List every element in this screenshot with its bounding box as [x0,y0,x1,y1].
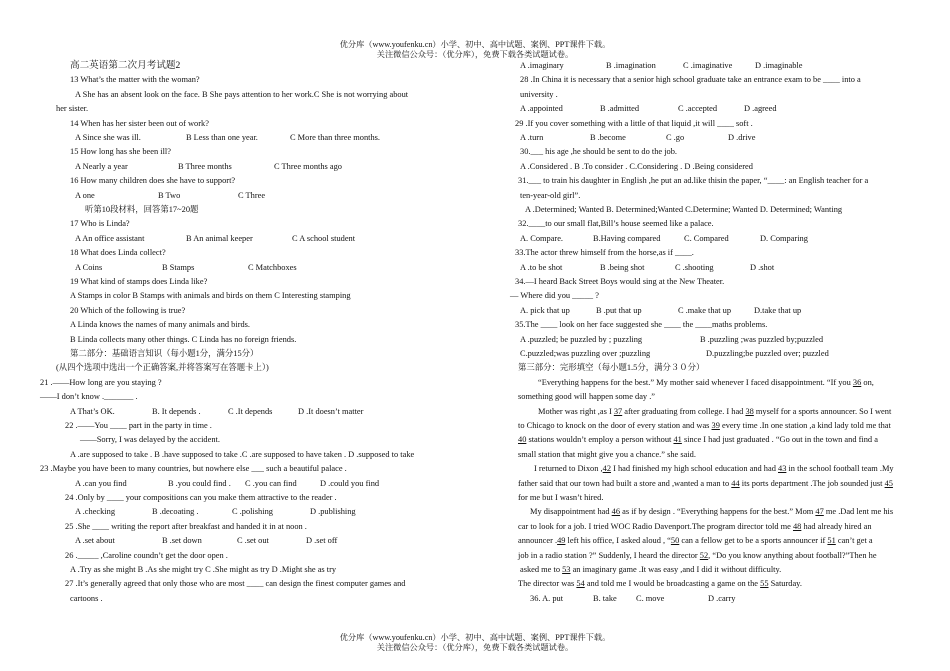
blank-number: 52 [699,550,709,560]
option: A .checking [75,507,116,517]
text-line: A She has an absent look on the face. B She pays attention to her work.C She is not worrying about [75,89,409,99]
option: B An animal keeper [186,233,253,243]
text-line: job in a radio station ?” Suddenly, I heard the director 52, “Do you know anything about football?”Then he [518,550,877,560]
text-line: 30.___ his age ,he should be sent to do the job. [520,147,678,157]
blank-number: 51 [827,536,836,546]
text-line: 20 Which of the following is true? [70,305,186,315]
option: B.Having compared [593,233,661,243]
option: C .imaginative [683,61,733,70]
option: D .imaginable [755,61,803,70]
blank-number: 38 [745,406,754,416]
option: B .you could find . [168,478,231,488]
blank-number: 39 [711,421,720,430]
text-line: A Linda knows the names of many animals and birds. [70,320,251,330]
text-line: Mother was right ,as I 37 after graduating from college. I had 38 myself for a sports announcer. So I went [538,406,892,416]
option: D.puzzling;be puzzled over; puzzled [706,349,829,358]
option: A Coins [75,262,103,272]
option: A Nearly a year [75,161,128,171]
blank-number: 41 [673,435,682,445]
text-line: A .Determined; Wanted B. Determined;Wanted C.Determine; Wanted D. Determined; Wanting [525,205,843,214]
text-line: B Linda collects many other things. C Linda has no foreign friends. [70,334,297,344]
text-line: My disappointment had 46 as if by design . “Everything happens for the best.” Mom 47 me .Dad lent me his [530,507,894,517]
blank-number: 54 [576,579,585,589]
page-footer [0,633,950,653]
option: C .make that up [678,305,732,315]
text-line: 24 .Only by ____ your compositions can you make them attractive to the reader . [65,493,337,502]
footer-line-2: 关注微信公众号：（优分库），免费下载各类试题试卷。 [376,643,574,652]
header-line-2: 关注微信公众号：（优分库），免费下载各类试题试卷。 [376,50,574,59]
option: D .carry [708,593,736,603]
option: C Matchboxes [248,262,297,272]
option: A .can you find [75,478,127,488]
text-line: father said that our town had built a store and ,wanted a man to 44 its ports department .The job sounded just 45 [518,478,893,488]
option: C Three months ago [274,161,342,171]
option: B .being shot [600,262,645,272]
text-line: ——Sorry, I was delayed by the accident. [80,435,220,445]
option: B Less than one year. [186,133,258,142]
option: C .shooting [675,262,714,272]
text-line: The director was 54 and told me I would be broadcasting a game on the 55 Saturday. [518,579,802,589]
option: A Since she was ill. [75,133,141,142]
text-line: for me but I wasn’t hired. [518,493,604,502]
option: B .decoating . [152,507,199,517]
text-line: 26 ._____ ,Caroline coundn’t get the door open . [65,550,228,560]
option: A An office assistant [75,233,145,243]
option: A .imaginary [520,61,564,70]
text-line: 第三部分：完形填空（每小题1.5分，满分３０分） [518,363,705,373]
option: A .to be shot [520,262,563,272]
option: C Three [238,190,266,200]
option: A .turn [520,133,544,142]
blank-number: 46 [611,507,621,517]
text-line: something good will happen some day .” [518,392,656,402]
blank-number: 55 [760,579,769,589]
option: D.take that up [754,305,802,315]
text-line: her sister. [56,104,89,114]
text-line: to Chicago to knock on the door of every station and was 39 every time .In one station ,a kind lady told me that [518,421,891,430]
option: D .shot [750,262,775,272]
option: A .puzzled; be puzzled by ; puzzling [520,334,643,344]
text-line: 高二英语第二次月考试题2 [70,60,181,71]
option: C .It depends [228,406,273,416]
option: C .set out [237,536,269,546]
blank-number: 45 [884,478,893,488]
option: D .drive [728,133,756,142]
header-line-1: 优分库（www.youfenku.cn）小学、初中、高中试题、案例、PPT课件下载。 [339,40,611,49]
text-line: small station that might give you a chance.” she said. [518,449,696,459]
option: A one [75,190,95,200]
option: 36. A. put [530,593,564,603]
text-line: 28 .In China it is necessary that a senior high school graduate take an entrance exam to be ____ into a [520,75,861,85]
option: B Three months [178,161,232,171]
text-line: cartoons . [70,593,103,603]
option: A .appointed [520,104,563,114]
text-line: 29 .If you cover something with a little of that liquid ,it will ____ soft . [515,118,753,128]
text-line: 17 Who is Linda? [70,219,130,229]
text-line: 35.The ____ look on her face suggested she ____ the ____maths problems. [515,320,768,330]
text-line: 14 When has her sister been out of work? [70,118,209,128]
blank-number: 40 [518,435,527,445]
text-line: asked me to 53 an imaginary game .It was easy ,and I did it without difficulty. [520,565,782,574]
option: A. pick that up [520,305,570,315]
text-line: A .Considered . B .To consider . C.Considering . D .Being considered [520,161,753,171]
text-line: 16 How many children does she have to support? [70,176,236,186]
option: D .set off [306,536,338,546]
option: B .admitted [600,104,640,114]
blank-number: 44 [731,478,740,488]
option: C A school student [292,233,356,243]
blank-number: 42 [602,464,611,474]
text-line: 27 .It’s generally agreed that only those who are most ____ can design the finest computer games and [65,579,406,589]
option: B .imagination [606,61,656,70]
option: B .put that up [596,305,642,315]
option: D .agreed [744,104,777,114]
option: B .puzzling ;was puzzled by;puzzled [700,334,824,344]
option: A That’s OK. [70,406,115,416]
page-header [0,40,950,60]
text-line: 34.—I heard Back Street Boys would sing at the New Theater. [515,277,725,286]
option: C More than three months. [290,133,381,142]
text-line: 22 .——You ____ part in the party in time . [65,421,212,430]
text-line: 21 .——How long are you staying ? [40,377,162,387]
option: D .could you find [320,478,380,488]
blank-number: 47 [815,507,824,517]
option: B .set down [162,536,202,546]
blank-number: 37 [613,406,623,416]
option: D .It doesn’t matter [298,406,364,416]
text-line: — Where did you _____ ? [510,291,599,301]
option: B. It depends . [152,406,201,416]
option: A .set about [75,536,115,546]
blank-number: 53 [562,565,571,574]
option: C .accepted [678,104,718,114]
option: B Stamps [162,262,195,272]
text-line: (从四个选项中选出一个正确答案,并将答案写在答题卡上）) [56,363,269,373]
text-line: 25 .She ____ writing the report after breakfast and handed it in at noon . [65,521,307,531]
text-line: university . [520,89,558,99]
blank-number: 48 [792,521,802,531]
text-line: 听第10段材料，回答第17~20题 [85,205,199,214]
text-line: 40 stations wouldn’t employ a person without 41 since I had just graduated . “Go out in the town and find a [518,435,878,445]
option: D. Comparing [760,233,808,243]
option: B Two [158,190,181,200]
blank-number: 49 [557,536,566,546]
text-line: “Everything happens for the best.” My mother said whenever I faced disappointment. “If you 36 on, [538,377,874,387]
option: C .you can find [245,478,297,488]
text-line: 18 What does Linda collect? [70,248,166,258]
text-line: A .are supposed to take . B .have supposed to take .C .are supposed to have taken . D .supposed to take [70,449,415,459]
text-line: announcer .49 left his office, I asked aloud , “50 can a fellow get to be a sports announcer if 51 can’t get a [518,536,873,546]
option: C.puzzled;was puzzling over ;puzzling [520,349,651,358]
text-line: I returned to Dixon ,42 I had finished my high school education and had 43 in the school football team .My [534,464,894,474]
option: C. Compared [684,233,729,243]
option: C .polishing [232,507,273,517]
text-line: ten-year-old girl”. [520,190,581,200]
footer-line-1: 优分库（www.youfenku.cn）小学、初中、高中试题、案例、PPT课件下载。 [339,633,611,642]
text-line: ——I don’t know ._______ . [40,392,138,402]
blank-number: 36 [852,377,862,387]
option: B. take [593,593,617,603]
option: A. Compare. [520,233,564,243]
text-line: 33.The actor threw himself from the horse,as if ____. [515,248,694,258]
text-line: 13 What’s the matter with the woman? [70,75,200,85]
text-line: car to look for a job. I tried WOC Radio Davenport.The program director told me 48 had already hired an [518,521,872,531]
option: C .go [666,133,685,142]
option: B .become [590,133,626,142]
text-line: 15 How long has she been ill? [70,147,171,157]
text-line: 31.___ to train his daughter in English ,he put an ad.like thisin the paper, “____: an English teacher for a [518,176,869,186]
blank-number: 43 [778,464,787,474]
text-line: 32.____to our small flat,Bill’s house seemed like a palace. [518,219,714,229]
text-line: 19 What kind of stamps does Linda like? [70,277,208,286]
text-line: 23 .Maybe you have been to many countries, but nowhere else ___ such a beautiful palace . [40,464,347,474]
text-line: 第二部分：基础语言知识（每小题1分，满分15分） [70,349,259,358]
text-line: A .Try as she might B .As she might try C .She might as try D .Might she as try [70,565,337,574]
blank-number: 50 [670,536,680,546]
option: C. move [636,593,665,603]
text-line: A Stamps in color B Stamps with animals and birds on them C Interesting stamping [70,291,351,301]
option: D .publishing [310,507,356,517]
